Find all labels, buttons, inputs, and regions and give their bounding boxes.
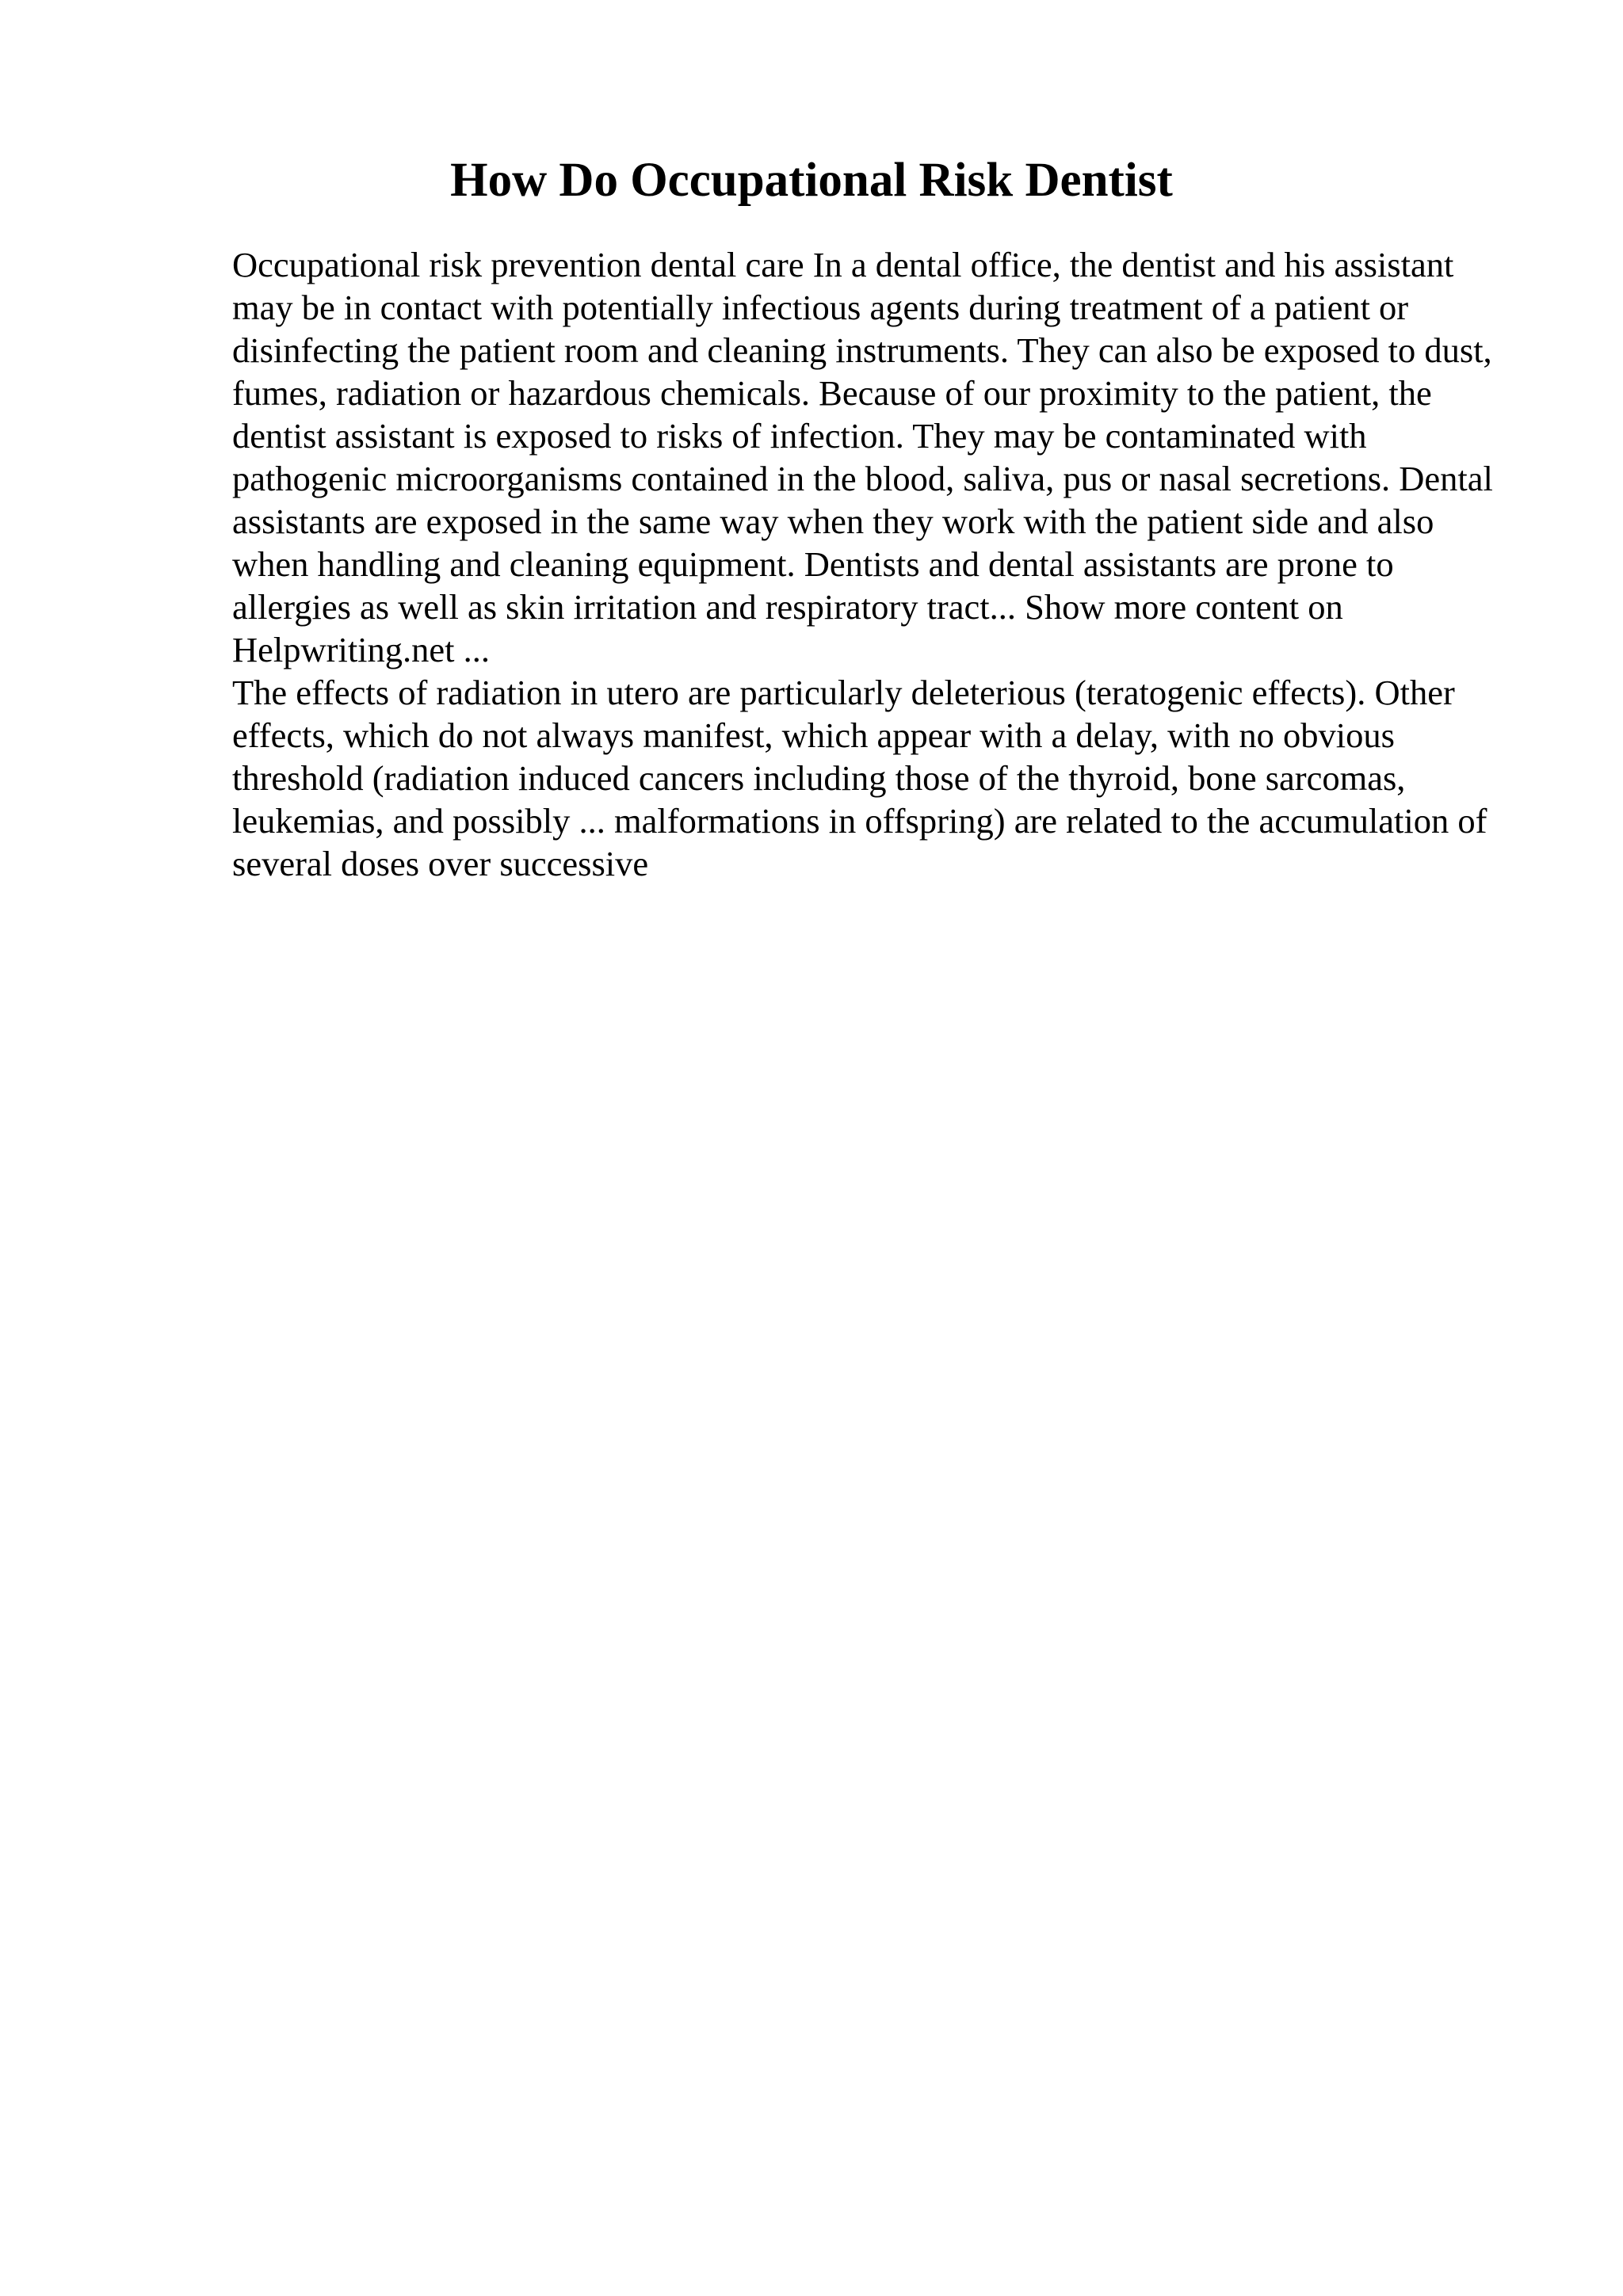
paragraph-occupational-risk: Occupational risk prevention dental care In a dental office, the dentist and his assistant may be in contact with potentially infectious agents during treatment of a patient or disinfecting the patient room and cleaning instruments. They can also be exposed to dust, fumes, radiation or hazardous chemicals. Because of our proximity to the patient, the dentist assistant is exposed to risks of infection. They may be contaminated with pathogenic microorganisms contained in the blood, saliva, pus or nasal secretions. Dental assistants are exposed in the same way when they work with the patient side and also when handling and cleaning equipment. Dentists and dental assistants are prone to allergies as well as skin irritation and respiratory tract... Show more content on Helpwriting.net ... <box>232 245 1493 669</box>
document-title: How Do Occupational Risk Dentist <box>450 154 1173 207</box>
document-body <box>232 243 1500 885</box>
paragraph-radiation-effects: The effects of radiation in utero are particularly deleterious (teratogenic effects). Other effects, which do not always manifest, which appear with a delay, with no obvious threshold (radiation induced cancers including those of the thyroid, bone sarcomas, leukemias, and possibly ... malformations in offspring) are related to the accumulation of several doses over successive <box>232 673 1487 883</box>
